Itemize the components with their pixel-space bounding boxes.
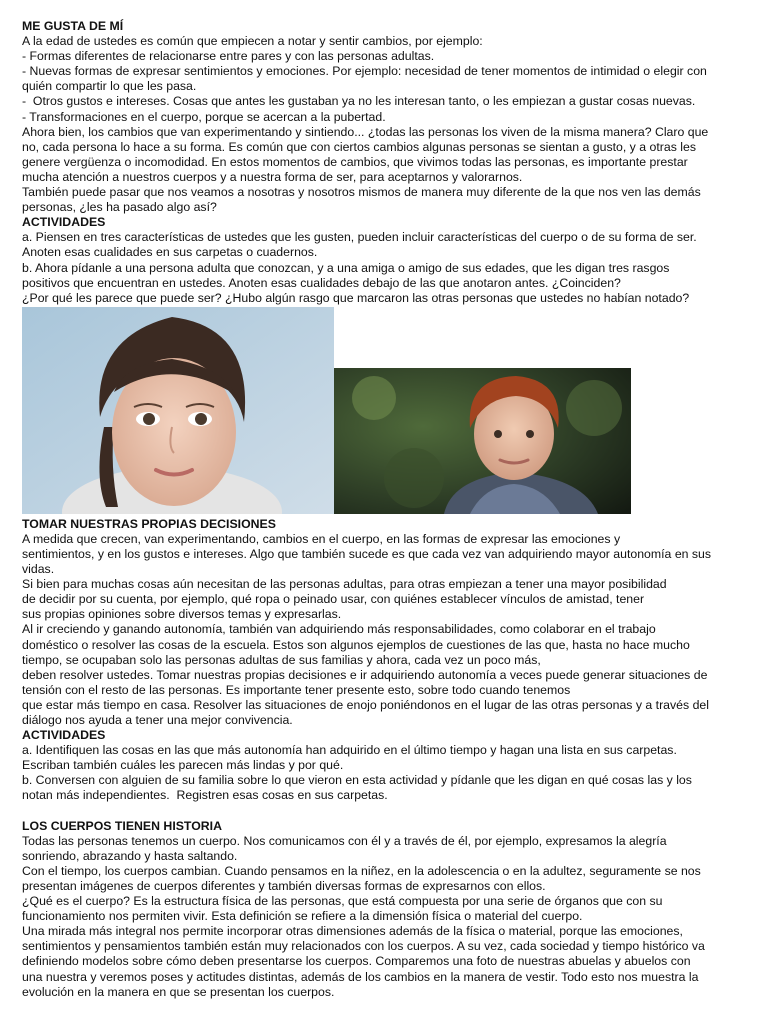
activity-line: a. Identifiquen las cosas en las que más autonomía han adquirido en el último tiempo y hagan una lista en sus carpetas. — [22, 743, 677, 758]
paragraph-line: Si bien para muchas cosas aún necesitan de las personas adultas, para otras empiezan a tener una mayor posibilidad — [22, 577, 667, 592]
paragraph-line: diálogo nos ayuda a tener una mejor convivencia. — [22, 713, 293, 727]
paragraph-line: doméstico o resolver las cosas de la escuela. Estos son algunos ejemplos de cuestiones de las que, hasta no hace mucho — [22, 637, 690, 652]
paragraph-line: Todas las personas tenemos un cuerpo. Nos comunicamos con él y a través de él, por ejemplo, expresamos la alegría — [22, 833, 667, 848]
paragraph-line: tensión con el resto de las personas. Es importante tener presente esto, sobre todo cuando tenemos — [22, 682, 571, 697]
section2-activities — [22, 743, 752, 803]
section3-body — [22, 834, 752, 1000]
paragraph-line: - Nuevas formas de expresar sentimientos y emociones. Por ejemplo: necesidad de tener momentos de intimidad o elegir con — [22, 64, 707, 79]
paragraph-line: A medida que crecen, van experimentando, cambios en el cuerpo, en las formas de expresar las emociones y — [22, 531, 621, 546]
paragraph-line: genere vergüenza o incomodidad. En estos momentos de cambios, que vivimos todas las personas, es importante prestar — [22, 154, 688, 169]
activities-heading-1: ACTIVIDADES — [22, 215, 106, 230]
activities-heading-2: ACTIVIDADES — [22, 728, 106, 743]
photo-row — [22, 307, 752, 517]
paragraph-line: deben resolver ustedes. Tomar nuestras propias decisiones e ir adquiriendo autonomía a veces puede generar situaciones de — [22, 667, 708, 682]
paragraph-line: - Otros gustos e intereses. Cosas que antes les gustaban ya no les interesan tanto, o les empiezan a gustar cosas nuevas. — [22, 94, 696, 109]
paragraph-line: Al ir creciendo y ganando autonomía, también van adquiriendo más responsabilidades, como colaborar en el trabajo — [22, 622, 656, 637]
paragraph-line: vidas. — [22, 562, 55, 577]
paragraph-line: una nuestra y veremos poses y actitudes distintas, además de los cambios en la manera de vestir. Todo esto nos muestra la — [22, 969, 699, 984]
paragraph-line: sentimientos y pensamientos también están muy relacionados con los cuerpos. A su vez, cada sociedad y tiempo histórico va — [22, 939, 705, 954]
activity-line: a. Piensen en tres características de ustedes que les gusten, pueden incluir características del cuerpo o de su forma de ser. — [22, 230, 697, 245]
paragraph-line: A la edad de ustedes es común que empiecen a notar y sentir cambios, por ejemplo: — [22, 34, 483, 49]
section-spacer — [22, 804, 752, 819]
activity-line: Escriban también cuáles les parecen más lindas y por qué. — [22, 758, 344, 773]
paragraph-line: - Transformaciones en el cuerpo, porque se acercan a la pubertad. — [22, 109, 386, 124]
paragraph-line: Ahora bien, los cambios que van experimentando y sintiendo... ¿todas las personas los viven de la misma manera? Claro que — [22, 124, 709, 139]
section1-activities — [22, 230, 752, 305]
paragraph-line: Con el tiempo, los cuerpos cambian. Cuando pensamos en la niñez, en la adolescencia o en la adultez, seguramente se nos — [22, 863, 701, 878]
document-page — [22, 19, 752, 1000]
activity-line: Anoten esas cualidades en sus carpetas o cuadernos. — [22, 245, 318, 260]
activity-line: positivos que encuentran en ustedes. Anoten esas cualidades debajo de las que anotaron antes. ¿Coinciden? — [22, 275, 621, 290]
paragraph-line: tiempo, se ocupaban solo las personas adultas de sus familias y ahora, cada vez un poco más, — [22, 652, 541, 667]
paragraph-line: que estar más tiempo en casa. Resolver las situaciones de enojo poniéndonos en el lugar de las otras personas y a través del — [22, 697, 709, 712]
paragraph-line: Una mirada más integral nos permite incorporar otras dimensiones además de la física o material, porque las emociones, — [22, 924, 683, 939]
paragraph-line: - Formas diferentes de relacionarse entre pares y con las personas adultas. — [22, 49, 435, 64]
section2-body — [22, 532, 752, 728]
girl-photo — [22, 307, 334, 514]
paragraph-line: evolución en la manera en que se presentan los cuerpos. — [22, 984, 335, 999]
paragraph-line: de decidir por su cuenta, por ejemplo, qué ropa o peinado usar, con quiénes establecer vínculos de amistad, tener — [22, 592, 645, 607]
paragraph-line: presentan imágenes de cuerpos diferentes y también diversas formas de expresarnos con ellos. — [22, 878, 546, 893]
paragraph-line: no, cada persona lo hace a su forma. Es común que con ciertos cambios algunas personas se sientan a gusto, y a otras les — [22, 139, 696, 154]
paragraph-line: sentimientos, y en los gustos e intereses. Algo que también sucede es que cada vez van adquiriendo mayor autonomía en sus — [22, 546, 712, 561]
paragraph-line: quién compartir lo que les pasa. — [22, 79, 197, 94]
section1-body — [22, 34, 752, 215]
section-title-me-gusta: ME GUSTA DE MÍ — [22, 19, 124, 33]
paragraph-line: definiendo modelos sobre cómo deben presentarse los cuerpos. Comparemos una foto de nuestras abuelas y abuelos con — [22, 954, 691, 969]
section-title-decisiones: TOMAR NUESTRAS PROPIAS DECISIONES — [22, 516, 276, 531]
paragraph-line: sus propias opiniones sobre diversos temas y expresarlas. — [22, 607, 342, 622]
boy-photo — [334, 368, 631, 514]
paragraph-line: ¿Qué es el cuerpo? Es la estructura física de las personas, que está compuesta por una serie de órganos que con su — [22, 894, 663, 909]
activity-line: b. Ahora pídanle a una persona adulta que conozcan, y a una amiga o amigo de sus edades, que les digan tres rasgos — [22, 260, 670, 275]
paragraph-line: mucha atención a nuestros cuerpos y a nuestra forma de ser, para aceptarnos y valorarnos. — [22, 169, 523, 184]
activity-line: b. Conversen con alguien de su familia sobre lo que vieron en esta actividad y pídanle que les digan en qué cosas las y los — [22, 773, 692, 788]
paragraph-line: funcionamiento nos permiten vivir. Esta definición se refiere a la dimensión física o material del cuerpo. — [22, 909, 583, 924]
activity-line: notan más independientes. Registren esas cosas en sus carpetas. — [22, 788, 388, 803]
paragraph-line: También puede pasar que nos veamos a nosotras y nosotros mismos de manera muy diferente de la que nos ven las demás — [22, 185, 701, 200]
section-title-cuerpos: LOS CUERPOS TIENEN HISTORIA — [22, 818, 222, 833]
activity-line: ¿Por qué les parece que puede ser? ¿Hubo algún rasgo que marcaron las otras personas que ustedes no habían notado? — [22, 290, 690, 305]
paragraph-line: sonriendo, abrazando y hasta saltando. — [22, 848, 238, 863]
paragraph-line: personas, ¿les ha pasado algo así? — [22, 200, 217, 215]
